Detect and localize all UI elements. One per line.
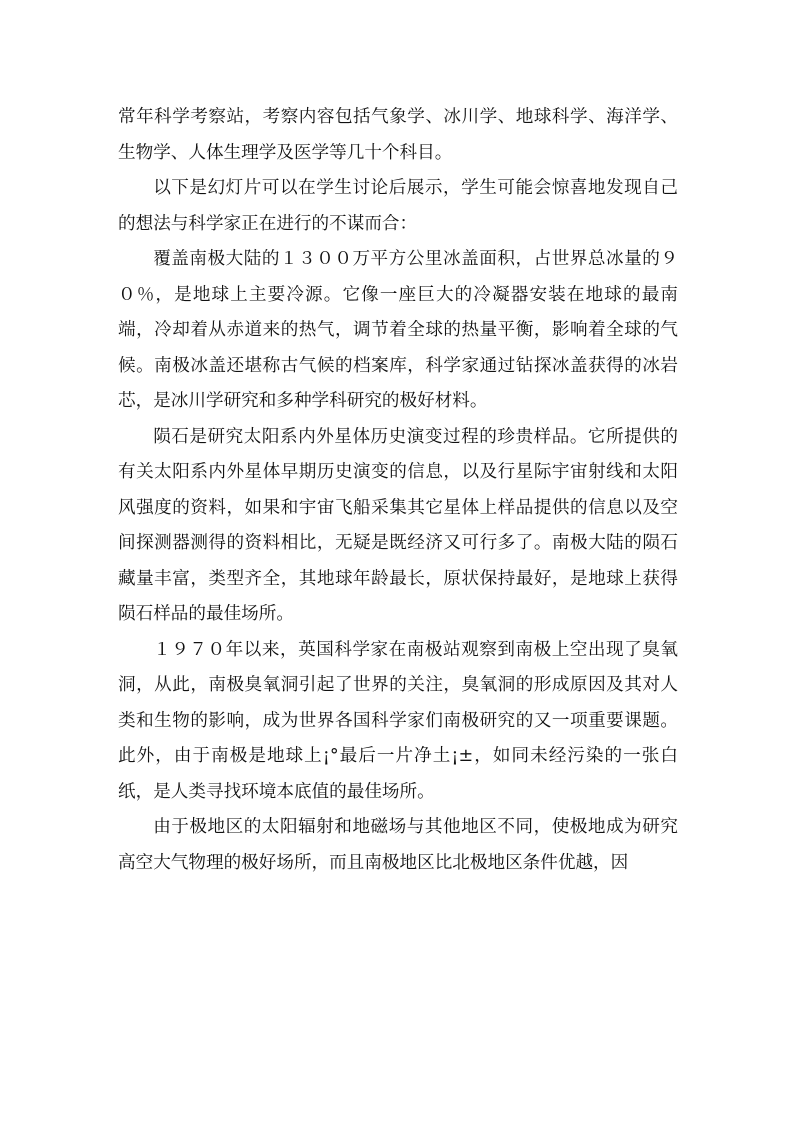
paragraph-slideshow-intro: 以下是幻灯片可以在学生讨论后展示，学生可能会惊喜地发现自己的想法与科学家正在进行的不谋而合：	[118, 178, 678, 234]
paragraph-meteorites: 陨石是研究太阳系内外星体历史演变过程的珍贵样品。它所提供的有关太阳系内外星体早期历史演变的信息，以及行星际宇宙射线和太阳风强度的资料，如果和宇宙飞船采集其它星体上样品提供的信息以及空间探测器测得的资料相比，无疑是既经济又可行多了。南极大陆的陨石藏量丰富，类型齐全，其地球年龄最长，原状保持最好，是地球上获得陨石样品的最佳场所。	[118, 426, 678, 624]
paragraph-ozone-hole: １９７０年以来，英国科学家在南极站观察到南极上空出现了臭氧洞，从此，南极臭氧洞引起了世界的关注，臭氧洞的形成原因及其对人类和生物的影响，成为世界各国科学家们南极研究的又一项重要课题。此外，由于南极是地球上¡°最后一片净土¡±，如同未经污染的一张白纸，是人类寻找环境本底值的最佳场所。	[118, 639, 678, 802]
paragraph-continuation: 常年科学考察站，考察内容包括气象学、冰川学、地球科学、海洋学、生物学、人体生理学及医学等几十个科目。	[118, 107, 678, 163]
paragraph-ice-sheet: 覆盖南极大陆的１３００万平方公里冰盖面积，占世界总冰量的９０％，是地球上主要冷源。它像一座巨大的冷凝器安装在地球的最南端，冷却着从赤道来的热气，调节着全球的热量平衡，影响着全球的气候。南极冰盖还堪称古气候的档案库，科学家通过钻探冰盖获得的冰岩芯，是冰川学研究和多种学科研究的极好材料。	[118, 249, 678, 411]
document-page	[118, 100, 678, 881]
paragraph-upper-atmosphere: 由于极地区的太阳辐射和地磁场与其他地区不同，使极地成为研究高空大气物理的极好场所，而且南极地区比北极地区条件优越，因	[118, 817, 678, 873]
